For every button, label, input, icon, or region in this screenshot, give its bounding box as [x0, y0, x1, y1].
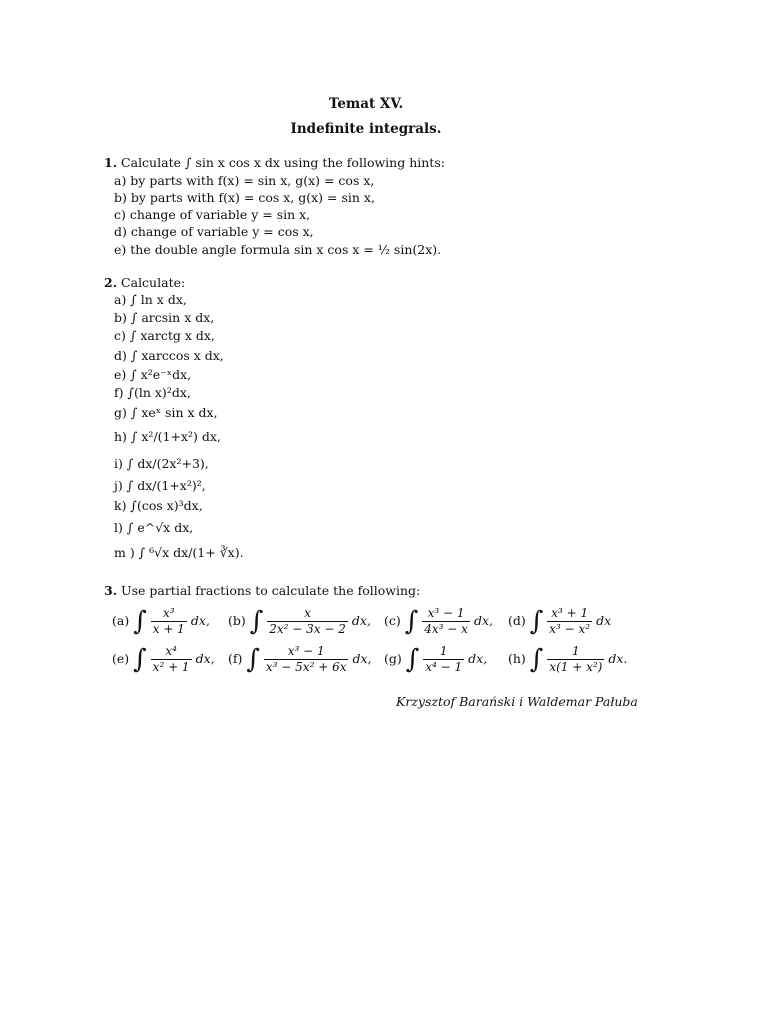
fraction-denominator: x² + 1 [152, 660, 190, 674]
problem-3-item-b [228, 606, 371, 637]
fraction-numerator: x⁴ [165, 644, 177, 658]
problem-2-item-f: f) ∫(ln x)²dx, [114, 385, 191, 400]
fraction-numerator: 1 [572, 644, 580, 658]
problem-2-item-e: e) ∫ x²e⁻ˣdx, [114, 367, 192, 382]
problem-2-item-c: c) ∫ xarctg x dx, [114, 328, 215, 343]
integrand-fraction [547, 644, 604, 675]
integral-sign-icon: ∫ [529, 644, 544, 675]
integral-sign-icon: ∫ [404, 606, 419, 637]
problem-3-item-d [508, 606, 611, 637]
problem-3-item-g [384, 644, 487, 675]
problem-2-heading [104, 275, 185, 291]
problem-2-item-h: h) ∫ x²/(1+x²) dx, [114, 429, 221, 444]
fraction-numerator: x³ − 1 [287, 644, 325, 658]
item-label: (g) [384, 651, 402, 666]
problem-3-item-h [508, 644, 627, 675]
problem-3-heading [104, 583, 420, 599]
fraction-denominator: x + 1 [152, 622, 185, 636]
item-tail: dx, [195, 651, 215, 666]
problem-2-item-g: g) ∫ xeˣ sin x dx, [114, 405, 218, 420]
integrand-fraction [423, 644, 464, 675]
fraction-denominator: x³ − 5x² + 6x [265, 660, 347, 674]
item-label: (f) [228, 651, 243, 666]
fraction-denominator: x³ − x² [549, 622, 591, 636]
problem-3-number: 3. [104, 583, 118, 598]
problem-2-item-j: j) ∫ dx/(1+x²)², [114, 478, 206, 493]
problem-1-hint-c: c) change of variable y = sin x, [114, 207, 311, 222]
item-label: (d) [508, 613, 526, 628]
item-tail: dx, [351, 613, 371, 628]
integral-sign-icon: ∫ [133, 644, 147, 675]
problem-1-hint-a: a) by parts with f(x) = sin x, g(x) = cos x, [114, 173, 375, 188]
integral-sign-icon: ∫ [529, 606, 544, 637]
item-tail: dx, [473, 613, 493, 628]
problem-2-item-k: k) ∫(cos x)³dx, [114, 498, 203, 513]
problem-1-hint-d: d) change of variable y = cos x, [114, 224, 314, 239]
item-tail: dx, [190, 613, 210, 628]
problem-2-item-i: i) ∫ dx/(2x²+3), [114, 456, 209, 471]
item-tail: dx [596, 613, 612, 628]
authors-signature: Krzysztof Barański i Waldemar Pałuba [396, 694, 638, 709]
item-label: (a) [112, 613, 130, 628]
problem-2-item-b: b) ∫ arcsin x dx, [114, 310, 215, 325]
problem-1-number: 1. [104, 155, 118, 170]
problem-3-item-a [112, 606, 210, 637]
integral-sign-icon: ∫ [246, 644, 260, 675]
item-label: (b) [228, 613, 246, 628]
integrand-fraction [547, 606, 592, 637]
fraction-denominator: 4x³ − x [424, 622, 468, 636]
problem-2-number: 2. [104, 275, 118, 290]
item-label: (e) [112, 651, 130, 666]
problem-3-item-f [228, 644, 371, 675]
fraction-numerator: x³ [162, 606, 175, 620]
item-label: (c) [384, 613, 401, 628]
problem-1-heading [104, 155, 445, 171]
page-title: Temat XV. [328, 96, 404, 112]
problem-1-hint-e: e) the double angle formula sin x cos x = ½ sin(2x). [114, 242, 442, 257]
item-tail: dx. [608, 651, 628, 666]
integral-sign-icon: ∫ [133, 606, 147, 637]
problem-2-item-d: d) ∫ xarccos x dx, [114, 348, 224, 363]
item-tail: dx, [468, 651, 488, 666]
integrand-fraction [264, 644, 349, 675]
problem-2-item-m: m ) ∫ ⁶√x dx/(1+ ∛x). [114, 545, 244, 560]
fraction-denominator: 2x² − 3x − 2 [269, 622, 346, 636]
fraction-numerator: x³ + 1 [551, 606, 589, 620]
problem-1-text: Calculate ∫ sin x cos x dx using the following hints: [121, 155, 445, 170]
integrand-fraction [151, 606, 187, 637]
problem-1-hint-b: b) by parts with f(x) = cos x, g(x) = sin x, [114, 190, 375, 205]
fraction-numerator: x³ − 1 [427, 606, 465, 620]
fraction-denominator: x⁴ − 1 [425, 660, 463, 674]
problem-3-text: Use partial fractions to calculate the following: [121, 583, 421, 598]
integral-sign-icon: ∫ [405, 644, 420, 675]
item-tail: dx, [352, 651, 372, 666]
fraction-denominator: x(1 + x²) [549, 660, 603, 674]
integral-sign-icon: ∫ [249, 606, 264, 637]
integrand-fraction [422, 606, 470, 637]
problem-2-item-l: l) ∫ e^√x dx, [114, 520, 194, 535]
integrand-fraction [151, 644, 192, 675]
fraction-numerator: x [304, 606, 311, 620]
problem-3-item-c [384, 606, 493, 637]
page-subtitle: Indefinite integrals. [290, 121, 442, 137]
integrand-fraction [267, 606, 348, 637]
problem-2-text: Calculate: [121, 275, 186, 290]
problem-2-item-a: a) ∫ ln x dx, [114, 292, 187, 307]
item-label: (h) [508, 651, 526, 666]
problem-3-item-e [112, 644, 215, 675]
fraction-numerator: 1 [439, 644, 448, 658]
